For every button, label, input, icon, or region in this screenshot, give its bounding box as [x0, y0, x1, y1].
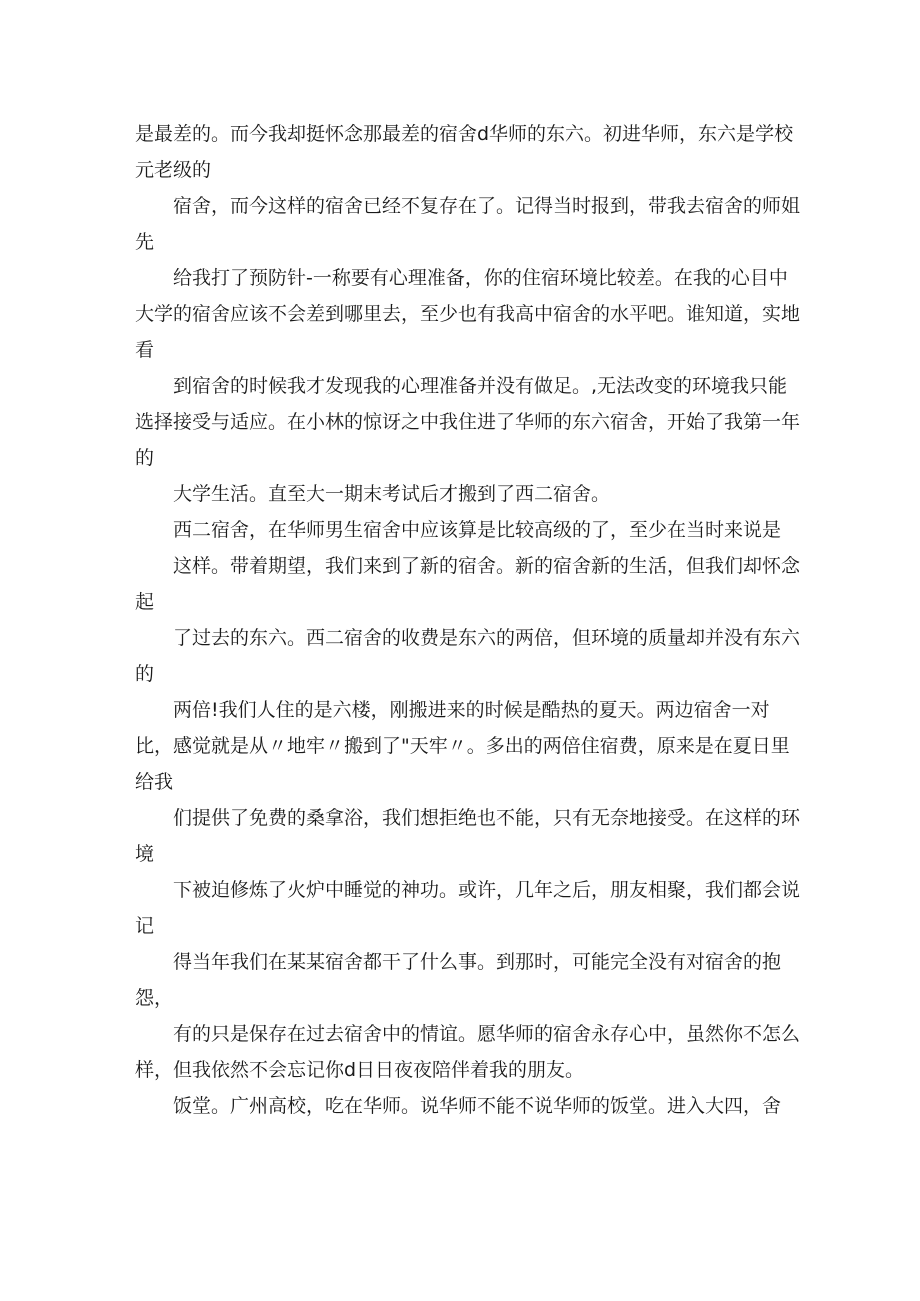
paragraph: 宿舍，而今这样的宿舍已经不复存在了。记得当时报到，带我去宿舍的师姐先: [135, 195, 801, 253]
paragraph: 们提供了免费的桑拿浴，我们想拒绝也不能，只有无奈地接受。在这样的环境: [135, 807, 801, 865]
paragraph: 西二宿舍，在华师男生宿舍中应该算是比较高级的了，至少在当时来说是: [173, 519, 782, 541]
paragraph: 给我打了预防针-一称要有心理准备，你的住宿环境比较差。在我的心目中大学的宿舍应该不会差到哪里去，至少也有我高中宿舍的水平吧。谁知道，实地看: [135, 267, 801, 361]
paragraph: 这样。带着期望，我们来到了新的宿舍。新的宿舍新的生活，但我们却怀念起: [135, 555, 801, 613]
paragraph: 饭堂。广州高校，吃在华师。说华师不能不说华师的饭堂。进入大四，舍: [173, 1095, 782, 1117]
paragraph: 两倍!我们人住的是六楼，刚搬进来的时候是酷热的夏天。两边宿舍一对比，感觉就是从〃地牢〃搬到了"天牢〃。多出的两倍住宿费，原来是在夏日里给我: [135, 699, 790, 793]
paragraph: 了过去的东六。西二宿舍的收费是东六的两倍，但环境的质量却并没有东六的: [135, 627, 801, 685]
paragraph: 下被迫修炼了火炉中睡觉的神功。或许，几年之后，朋友相聚，我们都会说记: [135, 879, 801, 937]
paragraph: 是最差的。而今我却挺怀念那最差的宿舍d华师的东六。初进华师，东六是学校元老级的: [135, 123, 794, 181]
paragraph: 有的只是保存在过去宿舍中的情谊。愿华师的宿舍永存心中，虽然你不怎么样，但我依然不会忘记你d日日夜夜陪伴着我的朋友。: [135, 1023, 801, 1081]
paragraph: 到宿舍的时候我才发现我的心理准备并没有做足。,无法改变的环境我只能选择接受与适应。在小林的惊讶之中我住进了华师的东六宿舍，开始了我第一年的: [135, 375, 801, 469]
document-body: [135, 116, 800, 1124]
paragraph: 得当年我们在某某宿舍都干了什么事。到那时，可能完全没有对宿舍的抱怨，: [135, 951, 782, 1009]
paragraph: 大学生活。直至大一期末考试后才搬到了西二宿舍。: [173, 483, 611, 505]
